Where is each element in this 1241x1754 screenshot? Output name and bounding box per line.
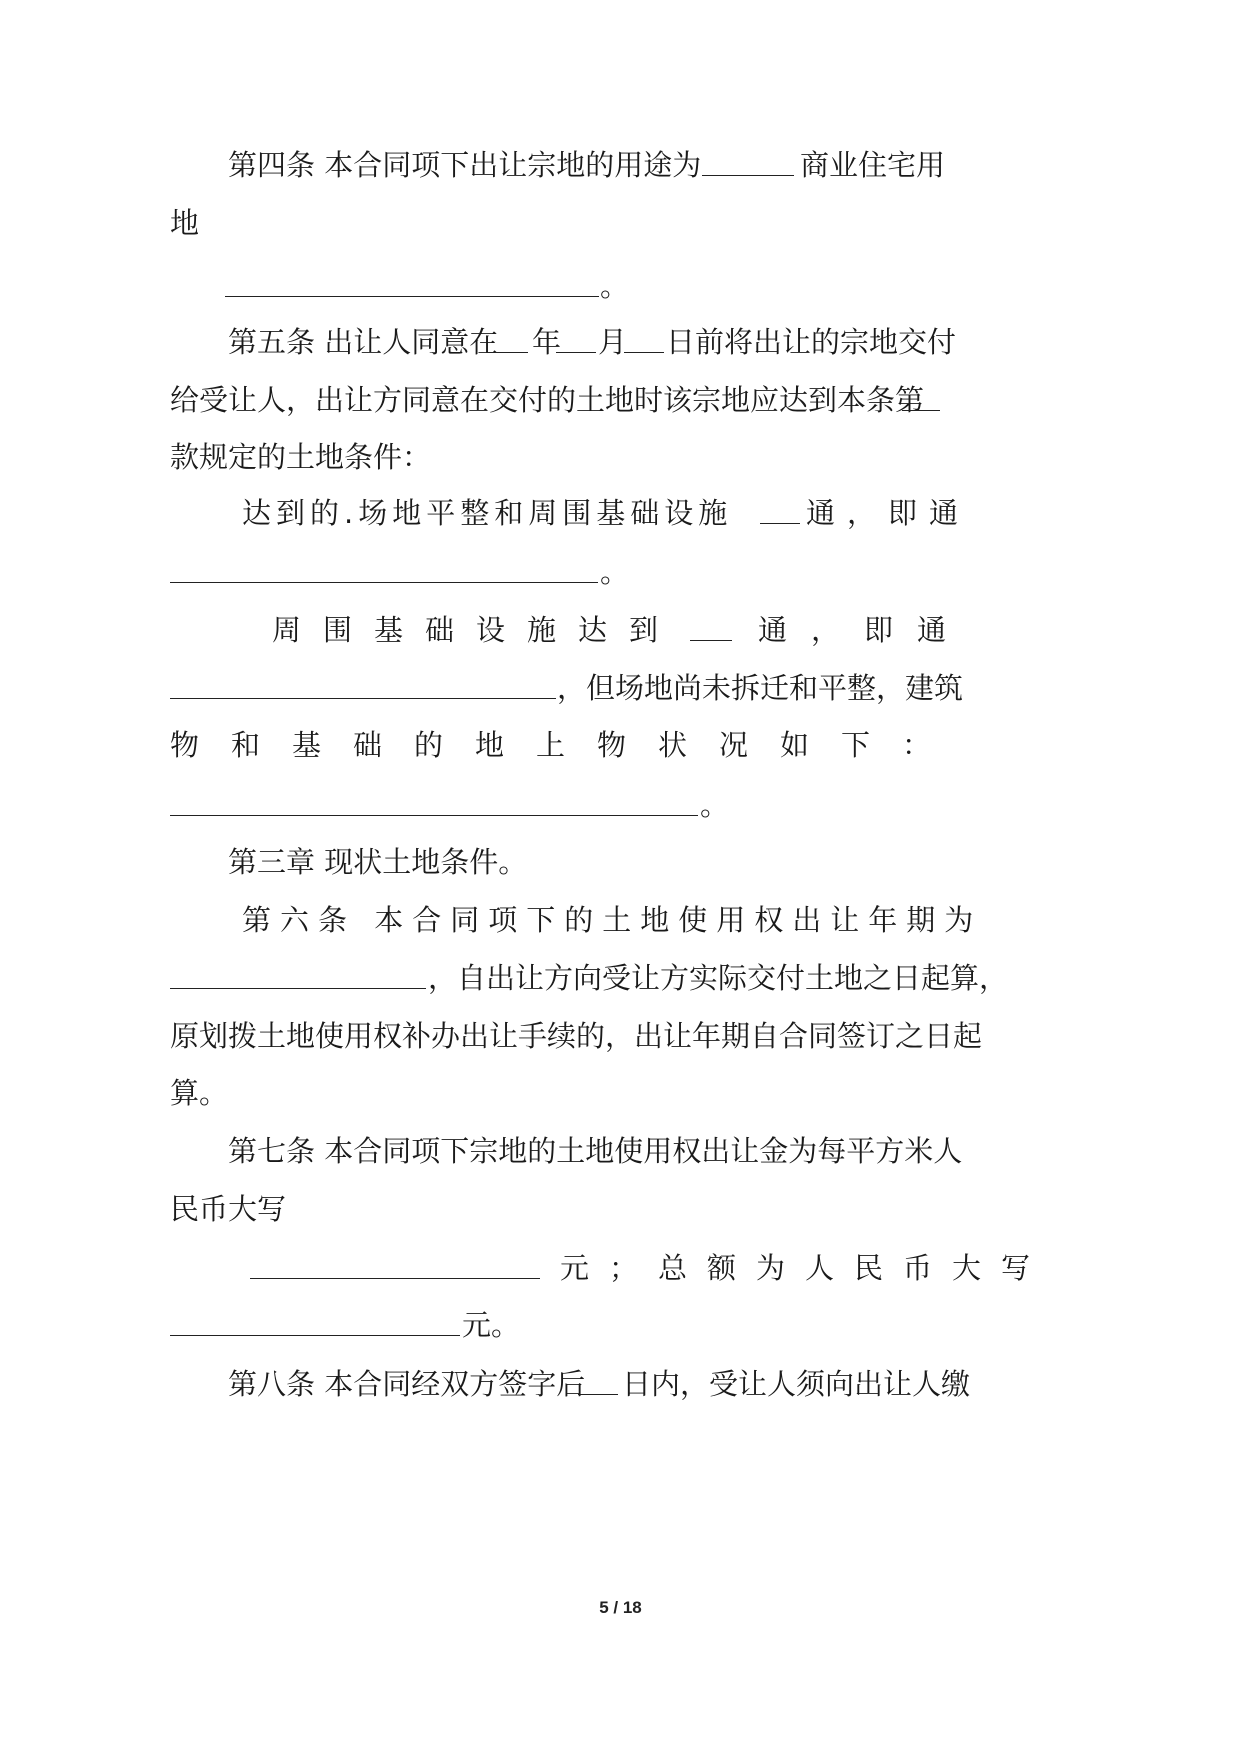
article-5-line-3: 款规定的土地条件： [170, 440, 432, 474]
article-6-line-2: ，自出让方向受让方实际交付土地之日起算， [0, 958, 1241, 998]
article-6-line-1: 第六条 本合同项下的土地使用权出让年期为 [242, 903, 983, 937]
condition-2-line-2: ，但场地尚未拆迁和平整，建筑 [0, 668, 1241, 708]
days-blank [578, 1364, 618, 1395]
article-7-line-3: 元；总额为人民币大写 [0, 1248, 1241, 1288]
condition-2-status-blank [170, 785, 698, 816]
condition-2-line-4: 。 [0, 785, 1241, 825]
condition-1-line-2: 。 [0, 552, 1241, 592]
article-4-line-2: 地 [170, 206, 200, 240]
article-4-line-3: 。 [0, 266, 1241, 306]
condition-2-line-1: 周围基础设施达到 通，即通 [0, 610, 1241, 650]
clause-blank [902, 380, 940, 411]
condition-2-fill-blank [170, 668, 556, 699]
article-4-use: 商业住宅用 [800, 148, 946, 182]
article-7-line-1: 第七条 本合同项下宗地的土地使用权出让金为每平方米人 [228, 1134, 963, 1168]
condition-1-fill-blank [170, 552, 598, 583]
article-5-line-2: 给受让人，出让方同意在交付的土地时该宗地应达到本条第 [0, 380, 1241, 420]
chapter-3-heading: 第三章 现状土地条件。 [228, 845, 528, 879]
article-7-line-2: 民币大写 [170, 1192, 287, 1226]
article-7-line-4: 元。 [0, 1305, 1241, 1345]
page-number: 5 / 18 [599, 1598, 642, 1617]
article-5-line-1: 第五条 出让人同意在 年 月 日前将出让的宗地交付 [0, 322, 1241, 362]
condition-2-line-3: 物和基础的地上物状况如下： [170, 728, 964, 762]
condition-2-blank [690, 610, 732, 641]
article-4-text: 第四条 本合同项下出让宗地的用途为 [228, 148, 702, 182]
term-blank [170, 958, 426, 989]
article-4-line-1 [0, 145, 1241, 185]
article-6-line-3: 原划拨土地使用权补办出让手续的，出让年期自合同签订之日起 [170, 1019, 983, 1053]
article-4-blank [702, 145, 794, 176]
unit-price-blank [250, 1248, 540, 1279]
article-6-line-4: 算。 [170, 1076, 229, 1110]
article-8-line-1: 第八条 本合同经双方签字后 日内，受让人须向出让人缴 [0, 1364, 1241, 1404]
article-4-fill-blank [225, 266, 599, 297]
day-blank [624, 322, 664, 353]
month-blank [556, 322, 596, 353]
year-blank [486, 322, 528, 353]
condition-1-line-1: 达到的.场地平整和周围基础设施 通，即通 [0, 493, 1241, 533]
condition-1-blank [760, 493, 800, 524]
total-amount-blank [170, 1305, 460, 1336]
